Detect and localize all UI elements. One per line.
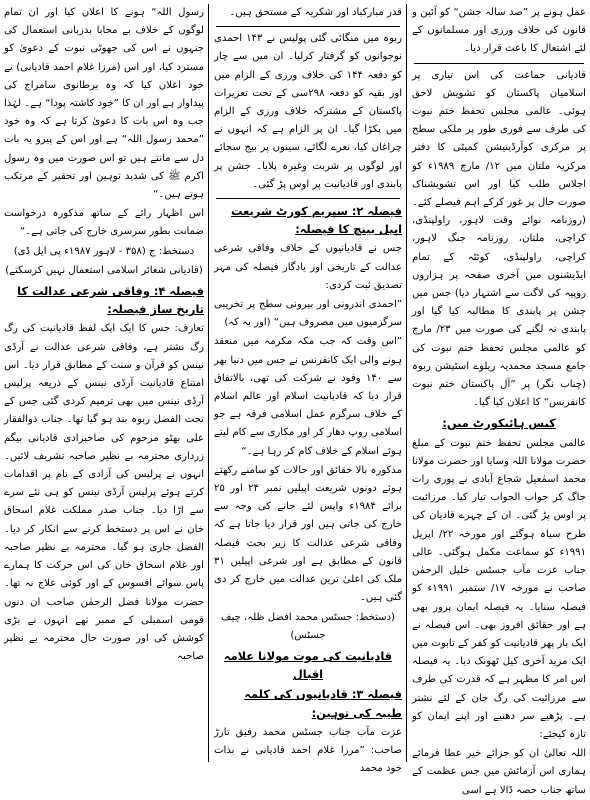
paragraph: تعارف: جس کا ایک ایک لفظ قادیانیت کی رگ رگ نشتر ہے، وفاقی شرعی عدالت نے آرڈی نینس کو قرآن و سنت کے مطابق قرار دیا۔ اس امتناع قادیانیت آرڈی نینس کے ذریعہ پرلیس آرڈی نینس میں بھی ترمیم کردی گئی جس کے تحت الفضل ربوہ بند ہو گیا تھا۔ جناب ذوالفقار علی بھٹو مرحوم کی صاحبزادی قادیانی بیگم زرداری محترمہ بے نظیر صاحبہ تشریف لائیں۔ انہوں نے پرلیس کی آزادی کے نام پر اقدامات کرتے ہوئے پرلیس آرڈی نینس کو ہی نئے سرے سے اڑا دیا۔ جناب صدر مملکت غلام اسحاق خان نے اس پر دستخط کرنے سے انکار کر دیا۔ الفضل جاری ہو گیا۔ محترمہ بے نظیر صاحبہ اور غلام اسحاق خان کی اس حرکت کا ہمارے پاس سوائے افسوس کے اور کوئی علاج نہ تھا۔ حضرت مولانا فضل الرحمٰن صاحب ان دنوں قومی اسمبلی کے ممبر تھے انہوں نے بڑی کوشش کی اور صورت حال محترمہ بے نظیر صاحبہ bbox=[4, 323, 204, 663]
column-middle bbox=[214, 4, 403, 775]
column-divider bbox=[406, 4, 407, 762]
bracket-note: (قادیانی شعائر اسلامی استعمال نہیں کرسکتے) bbox=[5, 264, 203, 276]
paragraph: رسول اللہ“ ہونے کا اعلان کیا اور ان تمام لوگوں کے خلاف بے محابا بدزبانی استعمال کی جنہوں نے اس کی جھوٹی نبوت کے دعویٰ کو مسترد کیا، اور اس (مرزا غلام احمد قادیانی) نے خود اعلان کیا کہ وہ برطانوی سامراج کی پیداوار ہے اور ان کا ”خود کاشتہ پودا“ ہے۔ لہٰذا جب وہ اس بات کا دعویٰ کرتا ہے کہ وہ خود ”محمد رسول اللہ“ ہے اور اس کے پیرو یہ بات دل سے مانتے ہیں تو اس صورت میں وہ رسول اکرم ﷺ کی شدید توہین اور تحقیر کے مرتکب ہوتے ہیں۔“ bbox=[4, 7, 204, 201]
paragraph: ربوہ میں منگائی گئی پولیس نے ۱۴۳ احمدی نوجوانوں کو گرفتار کرلیا۔ ان میں سے چار کو دفعہ ۱۴۴ کی خلاف ورزی کے الزام میں اور بقیہ کو دفعہ ۲۹۸سی کے تحت تعزیرات پاکستان کے مشترکہ خلاف ورزی کے الزام میں پکڑا گیا۔ ان پر الزام ہے کہ انہوں نے چراغاں کیا، نعرے لگائے، سینوں پر بیج سجائے اور لوگوں پر شربت وغیرہ پلایا۔ جشن پر پابندی اور قادیانیت پر اوس پڑ گئی۔ bbox=[214, 33, 403, 190]
separator-rule bbox=[414, 63, 584, 64]
separator-rule bbox=[216, 198, 400, 199]
column-left bbox=[4, 4, 204, 762]
paragraph: جس نے قادیانیوں کے خلاف وفاقی شرعی عدالت کے تاریخی اور یادگار فیصلہ کی مہر تصدیق ثبت کردی: bbox=[214, 243, 402, 291]
section-heading: فیصلہ ۴: وفاقی شرعی عدالت کا تاریخ ساز فیصلہ: bbox=[17, 284, 204, 317]
section-heading: فیصلہ ۳: قادیانیوں کی کلمہ طیبہ کی توہین: bbox=[244, 687, 402, 720]
paragraph: قدر مبارکباد اور شکریہ کے مستحق ہیں۔ bbox=[229, 7, 402, 18]
signature-line: دستخط: ج (۳۵۸ - لاہور ۱۹۸۷ء پی ایل ڈی) bbox=[13, 245, 195, 257]
paragraph: مذکورہ بالا حقائق اور حالات کو سامنے رکھتے ہوئے دونوں شریعت اپیلیں نمبر ۲۴ اور ۲۵ برائے ۱۹۸۴ء واپس لئے جانے کی وجہ سے خارج کی جاتی ہیں اور قرار دیا جاتا ہے کہ وفاقی شرعی عدالت کا زیر بحث فیصلہ قانون کے مطابق ہے اور شرعی اپیلیں ۳۱ ملک کی اعلیٰ ترین عدالت میں خارج کر دی گئی ہیں۔ bbox=[214, 464, 402, 604]
section-heading: فیصلہ ۲: سپریم کورٹ شریعت اپیل بینچ کا فیصلہ: bbox=[231, 204, 402, 237]
paragraph: اس اظہار رائے کے ساتھ مذکورہ درخواست ضمانت بطور سرسری خارج کی جاتی ہے۔“ bbox=[4, 208, 204, 238]
paragraph: عمل ہونے پر ”صد سالہ جشن“ کو آئین و قانون کی خلاف ورزی اور مسلمانوں کے لئے اشتعال کا باعث قرار دیا۔ bbox=[412, 7, 586, 55]
quote: ”احمدی اندرونی اور بیرونی سطح پر تخریبی سرگرمیوں میں مصروف ہیں“ (اور یہ کہ) bbox=[214, 299, 402, 329]
section-heading: قادیانیت کی موت مولانا علامہ اقبال bbox=[223, 648, 393, 682]
section-heading: کیس ہائیکورٹ میں: bbox=[442, 416, 556, 431]
paragraph: عالمی مجلس تحفظ ختم نبوت کے مبلغ حضرت مولانا اللہ وسایا اور حضرت مولانا محمد اسمٰعیل شجاع آبادی نے پوری رات جاگ کر جواب الجواب تیار کیا۔ مرزائیت پر اوس پڑ گئی۔ ان کے چہرے قادیان کی طرح سیاہ ہوگئے اور مورخہ ۲۲/ اپریل ۱۹۹۱ء کو سماعت مکمل ہوگئی۔ عالی جناب عزت مآب جسٹس خلیل الرحمٰن صاحب نے مورخہ ۱۷/ ستمبر ۱۹۹۱ء کو فیصلہ سنایا۔ یہ فیصلہ ایمان پرور بھی ہے اور حقائق افروز بھی۔ اس فیصلہ نے ایک بار پھر قادیانیت کو کفر کے تابوت میں ایک مزید آخری کیل ٹھونک دیا۔ یہ فیصلہ اس امر کا مظہر ہے کہ قدرت کی طرف سے مرزائیت کی رگ جان کے لئے نشتر ہے۔ پڑھیے سر دھنیے اور اپنے ایمان کو تازہ کیجئے: bbox=[412, 437, 586, 740]
column-right bbox=[412, 4, 586, 796]
paragraph: عزت مآب جناب جسٹس محمد رفیق تارڑ صاحب: ”مرزا غلام احمد قادیانی نے بذات خود محمد bbox=[214, 726, 402, 775]
quote: ”اس وقت کہ جب مکہ مکرمہ میں منعقد ہونے والی ایک کانفرنس نے جس میں دنیا بھر سے ۱۴۰ وفود نے شرکت کی تھی، بالاتفاق قرار دیا کہ قادیانیت اسلام اور عالم اسلام کے خلاف سرگرم عمل اسلامی فرقہ ہے جو اسلامی روپ دھار کر اور مکاری سے کام لیتے ہوئے اسلام کے خلاف کام کر رہا ہے۔“ bbox=[214, 336, 402, 457]
paragraph: اللہ تعالیٰ ان کو جزائے خیر عطا فرمائے ہماری اس آزمائش میں جس عظمت کے ساتھ جناب حصہ ڈالا ہے اسی bbox=[412, 748, 586, 796]
paragraph: قادیانی جماعت کی اس تیاری پر اسلامیان پاکستان کو تشویش لاحق ہوئی۔ عالمی مجلس تحفظ ختم نبوت کی طرف سے فوری طور پر ملکی سطح پر مرکزی کوآرڈینیشن کمیٹی کا دفتر مرکزیہ ملتان میں ۱۲/ مارچ ۱۹۸۹ء کو اجلاس طلب کیا اور اس تشویشناک صورت حال پر غور کرکے اہم فیصلے کئے۔ (روزنامہ نوائے وقت لاہور، راولپنڈی، کراچی، ملتان، روزنامہ جنگ لاہور، کراچی، راولپنڈی، کوئٹہ کے تمام ایڈیشنوں میں آخری صفحہ پر ہزاروں روپیہ کی لاگت سے اشتہار دیا) جس میں جشن پر پابندی کا مطالبہ کیا گیا اور پابندی نہ لگنے کی صورت میں ۲۳/ مارچ کو عالمی مجلس تحفظ ختم نبوت کی جامع مسجد محمدیہ ریلوے اسٹیشن ربوہ (چناب نگر) پر ”آل پاکستان ختم نبوت کانفرنس“ کا اعلان کیا گیا۔ bbox=[412, 69, 586, 409]
signoff: (دستخط: جسٹس محمد افضل ظلہ، چیف جسٹس) bbox=[221, 611, 395, 641]
column-divider bbox=[208, 4, 209, 762]
separator-rule bbox=[216, 26, 400, 27]
